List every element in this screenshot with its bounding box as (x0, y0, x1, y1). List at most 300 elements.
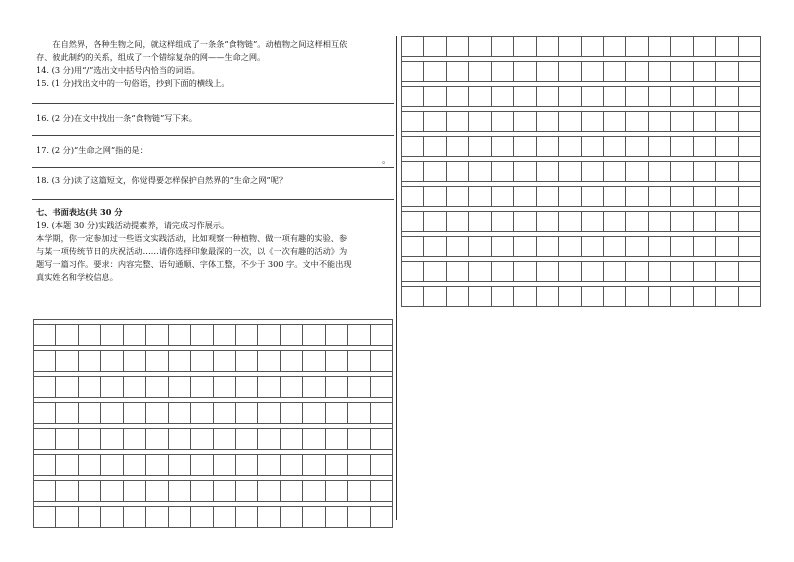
grid-cell[interactable] (738, 162, 760, 182)
grid-cell[interactable] (370, 429, 392, 450)
grid-cell[interactable] (348, 507, 370, 528)
grid-cell[interactable] (402, 62, 424, 82)
grid-cell[interactable] (280, 455, 302, 476)
grid-cell[interactable] (146, 507, 168, 528)
grid-cell[interactable] (402, 87, 424, 107)
grid-cell[interactable] (235, 507, 257, 528)
grid-cell[interactable] (235, 455, 257, 476)
grid-cell[interactable] (146, 429, 168, 450)
grid-cell[interactable] (303, 507, 325, 528)
grid-cell[interactable] (101, 403, 123, 424)
grid-cell[interactable] (514, 162, 536, 182)
grid-cell[interactable] (469, 237, 491, 257)
grid-cell[interactable] (671, 187, 693, 207)
grid-cell[interactable] (491, 112, 513, 132)
grid-cell[interactable] (491, 137, 513, 157)
grid-cell[interactable] (325, 377, 347, 398)
grid-cell[interactable] (603, 262, 625, 282)
grid-cell[interactable] (56, 403, 78, 424)
grid-cell[interactable] (693, 162, 715, 182)
grid-cell[interactable] (146, 455, 168, 476)
grid-cell[interactable] (738, 62, 760, 82)
grid-cell[interactable] (514, 237, 536, 257)
grid-cell[interactable] (581, 37, 603, 57)
grid-cell[interactable] (78, 403, 100, 424)
grid-cell[interactable] (446, 37, 468, 57)
grid-cell[interactable] (146, 481, 168, 502)
grid-cell[interactable] (716, 287, 738, 307)
grid-cell[interactable] (559, 37, 581, 57)
grid-cell[interactable] (101, 429, 123, 450)
grid-cell[interactable] (258, 481, 280, 502)
grid-cell[interactable] (514, 137, 536, 157)
grid-cell[interactable] (559, 237, 581, 257)
grid-cell[interactable] (693, 137, 715, 157)
grid-cell[interactable] (424, 187, 446, 207)
grid-cell[interactable] (191, 481, 213, 502)
grid-cell[interactable] (370, 455, 392, 476)
grid-cell[interactable] (78, 377, 100, 398)
grid-cell[interactable] (168, 377, 190, 398)
grid-cell[interactable] (559, 212, 581, 232)
grid-cell[interactable] (325, 429, 347, 450)
grid-cell[interactable] (693, 212, 715, 232)
grid-cell[interactable] (514, 262, 536, 282)
grid-cell[interactable] (693, 187, 715, 207)
grid-cell[interactable] (280, 377, 302, 398)
grid-cell[interactable] (146, 351, 168, 372)
grid-cell[interactable] (424, 212, 446, 232)
grid-cell[interactable] (603, 87, 625, 107)
grid-cell[interactable] (424, 137, 446, 157)
grid-cell[interactable] (303, 481, 325, 502)
grid-cell[interactable] (235, 377, 257, 398)
grid-cell[interactable] (325, 507, 347, 528)
grid-cell[interactable] (536, 237, 558, 257)
grid-cell[interactable] (402, 37, 424, 57)
grid-cell[interactable] (603, 237, 625, 257)
grid-cell[interactable] (146, 325, 168, 346)
grid-cell[interactable] (213, 377, 235, 398)
grid-cell[interactable] (123, 429, 145, 450)
grid-cell[interactable] (581, 62, 603, 82)
grid-cell[interactable] (648, 112, 670, 132)
grid-cell[interactable] (34, 377, 56, 398)
grid-cell[interactable] (559, 287, 581, 307)
grid-cell[interactable] (559, 162, 581, 182)
grid-cell[interactable] (56, 325, 78, 346)
grid-cell[interactable] (424, 287, 446, 307)
grid-cell[interactable] (56, 377, 78, 398)
grid-cell[interactable] (325, 403, 347, 424)
grid-cell[interactable] (536, 62, 558, 82)
grid-cell[interactable] (78, 481, 100, 502)
grid-cell[interactable] (325, 351, 347, 372)
grid-cell[interactable] (325, 481, 347, 502)
grid-cell[interactable] (671, 287, 693, 307)
grid-cell[interactable] (626, 262, 648, 282)
grid-cell[interactable] (280, 507, 302, 528)
grid-cell[interactable] (693, 237, 715, 257)
grid-cell[interactable] (559, 137, 581, 157)
grid-cell[interactable] (671, 137, 693, 157)
grid-cell[interactable] (491, 87, 513, 107)
grid-cell[interactable] (101, 325, 123, 346)
grid-cell[interactable] (258, 429, 280, 450)
grid-cell[interactable] (146, 403, 168, 424)
grid-cell[interactable] (146, 377, 168, 398)
grid-cell[interactable] (280, 403, 302, 424)
grid-cell[interactable] (280, 481, 302, 502)
grid-cell[interactable] (648, 162, 670, 182)
grid-cell[interactable] (514, 187, 536, 207)
grid-cell[interactable] (348, 481, 370, 502)
grid-cell[interactable] (303, 351, 325, 372)
grid-cell[interactable] (581, 287, 603, 307)
grid-cell[interactable] (581, 87, 603, 107)
grid-cell[interactable] (716, 37, 738, 57)
grid-cell[interactable] (34, 403, 56, 424)
grid-cell[interactable] (648, 187, 670, 207)
grid-cell[interactable] (738, 262, 760, 282)
grid-cell[interactable] (626, 37, 648, 57)
grid-cell[interactable] (693, 112, 715, 132)
grid-cell[interactable] (693, 287, 715, 307)
grid-cell[interactable] (671, 87, 693, 107)
grid-cell[interactable] (168, 403, 190, 424)
grid-cell[interactable] (34, 507, 56, 528)
grid-cell[interactable] (626, 112, 648, 132)
grid-cell[interactable] (303, 455, 325, 476)
grid-cell[interactable] (491, 287, 513, 307)
grid-cell[interactable] (738, 112, 760, 132)
grid-cell[interactable] (325, 455, 347, 476)
grid-cell[interactable] (648, 137, 670, 157)
grid-cell[interactable] (424, 37, 446, 57)
grid-cell[interactable] (716, 87, 738, 107)
grid-cell[interactable] (191, 351, 213, 372)
grid-cell[interactable] (213, 507, 235, 528)
grid-cell[interactable] (603, 287, 625, 307)
grid-cell[interactable] (191, 455, 213, 476)
grid-cell[interactable] (235, 325, 257, 346)
grid-cell[interactable] (559, 62, 581, 82)
grid-cell[interactable] (626, 162, 648, 182)
grid-cell[interactable] (191, 429, 213, 450)
grid-cell[interactable] (671, 237, 693, 257)
grid-cell[interactable] (491, 37, 513, 57)
grid-cell[interactable] (581, 137, 603, 157)
grid-cell[interactable] (191, 325, 213, 346)
grid-cell[interactable] (402, 212, 424, 232)
grid-cell[interactable] (648, 287, 670, 307)
grid-cell[interactable] (213, 429, 235, 450)
grid-cell[interactable] (446, 287, 468, 307)
grid-cell[interactable] (213, 325, 235, 346)
grid-cell[interactable] (469, 37, 491, 57)
grid-cell[interactable] (101, 481, 123, 502)
grid-cell[interactable] (738, 287, 760, 307)
grid-cell[interactable] (446, 137, 468, 157)
grid-cell[interactable] (213, 481, 235, 502)
grid-cell[interactable] (78, 507, 100, 528)
grid-cell[interactable] (738, 37, 760, 57)
grid-cell[interactable] (424, 87, 446, 107)
grid-cell[interactable] (280, 429, 302, 450)
grid-cell[interactable] (424, 112, 446, 132)
grid-cell[interactable] (716, 162, 738, 182)
grid-cell[interactable] (491, 162, 513, 182)
grid-cell[interactable] (626, 287, 648, 307)
grid-cell[interactable] (348, 403, 370, 424)
grid-cell[interactable] (469, 112, 491, 132)
grid-cell[interactable] (34, 429, 56, 450)
grid-cell[interactable] (280, 351, 302, 372)
grid-cell[interactable] (671, 37, 693, 57)
grid-cell[interactable] (370, 481, 392, 502)
grid-cell[interactable] (491, 262, 513, 282)
grid-cell[interactable] (469, 162, 491, 182)
grid-cell[interactable] (101, 377, 123, 398)
grid-cell[interactable] (168, 429, 190, 450)
grid-cell[interactable] (424, 237, 446, 257)
grid-cell[interactable] (738, 137, 760, 157)
grid-cell[interactable] (648, 62, 670, 82)
grid-cell[interactable] (56, 507, 78, 528)
grid-cell[interactable] (56, 351, 78, 372)
grid-cell[interactable] (235, 351, 257, 372)
grid-cell[interactable] (581, 262, 603, 282)
grid-cell[interactable] (603, 187, 625, 207)
grid-cell[interactable] (514, 287, 536, 307)
grid-cell[interactable] (101, 507, 123, 528)
grid-cell[interactable] (424, 162, 446, 182)
grid-cell[interactable] (168, 455, 190, 476)
grid-cell[interactable] (693, 62, 715, 82)
grid-cell[interactable] (258, 351, 280, 372)
grid-cell[interactable] (603, 112, 625, 132)
grid-cell[interactable] (491, 187, 513, 207)
grid-cell[interactable] (671, 162, 693, 182)
grid-cell[interactable] (693, 262, 715, 282)
grid-cell[interactable] (123, 455, 145, 476)
grid-cell[interactable] (716, 137, 738, 157)
grid-cell[interactable] (370, 403, 392, 424)
grid-cell[interactable] (469, 212, 491, 232)
grid-cell[interactable] (101, 351, 123, 372)
essay-grid-left[interactable] (33, 319, 393, 528)
grid-cell[interactable] (648, 262, 670, 282)
grid-cell[interactable] (716, 262, 738, 282)
grid-cell[interactable] (370, 507, 392, 528)
grid-cell[interactable] (446, 62, 468, 82)
grid-cell[interactable] (514, 112, 536, 132)
grid-cell[interactable] (123, 481, 145, 502)
grid-cell[interactable] (648, 37, 670, 57)
grid-cell[interactable] (581, 162, 603, 182)
grid-cell[interactable] (446, 262, 468, 282)
grid-cell[interactable] (693, 87, 715, 107)
grid-cell[interactable] (303, 325, 325, 346)
grid-cell[interactable] (738, 237, 760, 257)
grid-cell[interactable] (258, 507, 280, 528)
grid-cell[interactable] (536, 287, 558, 307)
grid-cell[interactable] (123, 507, 145, 528)
grid-cell[interactable] (348, 429, 370, 450)
grid-cell[interactable] (716, 187, 738, 207)
grid-cell[interactable] (446, 162, 468, 182)
grid-cell[interactable] (446, 212, 468, 232)
grid-cell[interactable] (235, 429, 257, 450)
grid-cell[interactable] (559, 112, 581, 132)
grid-cell[interactable] (325, 325, 347, 346)
grid-cell[interactable] (693, 37, 715, 57)
grid-cell[interactable] (402, 112, 424, 132)
grid-cell[interactable] (78, 325, 100, 346)
grid-cell[interactable] (168, 481, 190, 502)
grid-cell[interactable] (536, 162, 558, 182)
grid-cell[interactable] (123, 351, 145, 372)
grid-cell[interactable] (648, 212, 670, 232)
grid-cell[interactable] (402, 287, 424, 307)
grid-cell[interactable] (536, 112, 558, 132)
grid-cell[interactable] (303, 377, 325, 398)
grid-cell[interactable] (603, 137, 625, 157)
grid-cell[interactable] (101, 455, 123, 476)
grid-cell[interactable] (168, 507, 190, 528)
grid-cell[interactable] (191, 507, 213, 528)
grid-cell[interactable] (716, 62, 738, 82)
grid-cell[interactable] (258, 377, 280, 398)
grid-cell[interactable] (258, 325, 280, 346)
grid-cell[interactable] (536, 262, 558, 282)
grid-cell[interactable] (716, 237, 738, 257)
grid-cell[interactable] (626, 137, 648, 157)
grid-cell[interactable] (559, 262, 581, 282)
grid-cell[interactable] (671, 112, 693, 132)
grid-cell[interactable] (123, 325, 145, 346)
grid-cell[interactable] (738, 87, 760, 107)
grid-cell[interactable] (78, 455, 100, 476)
grid-cell[interactable] (559, 87, 581, 107)
grid-cell[interactable] (738, 187, 760, 207)
grid-cell[interactable] (491, 62, 513, 82)
grid-cell[interactable] (514, 87, 536, 107)
grid-cell[interactable] (348, 325, 370, 346)
grid-cell[interactable] (348, 351, 370, 372)
grid-cell[interactable] (123, 377, 145, 398)
grid-cell[interactable] (402, 262, 424, 282)
grid-cell[interactable] (626, 237, 648, 257)
grid-cell[interactable] (235, 481, 257, 502)
grid-cell[interactable] (536, 37, 558, 57)
grid-cell[interactable] (716, 212, 738, 232)
grid-cell[interactable] (536, 187, 558, 207)
grid-cell[interactable] (491, 212, 513, 232)
grid-cell[interactable] (446, 87, 468, 107)
grid-cell[interactable] (671, 62, 693, 82)
grid-cell[interactable] (168, 351, 190, 372)
grid-cell[interactable] (235, 403, 257, 424)
grid-cell[interactable] (671, 212, 693, 232)
grid-cell[interactable] (514, 37, 536, 57)
grid-cell[interactable] (303, 403, 325, 424)
grid-cell[interactable] (34, 325, 56, 346)
grid-cell[interactable] (446, 237, 468, 257)
grid-cell[interactable] (402, 137, 424, 157)
grid-cell[interactable] (648, 87, 670, 107)
grid-cell[interactable] (469, 62, 491, 82)
grid-cell[interactable] (514, 62, 536, 82)
grid-cell[interactable] (34, 351, 56, 372)
grid-cell[interactable] (78, 429, 100, 450)
grid-cell[interactable] (446, 187, 468, 207)
grid-cell[interactable] (469, 137, 491, 157)
grid-cell[interactable] (168, 325, 190, 346)
grid-cell[interactable] (348, 455, 370, 476)
grid-cell[interactable] (603, 62, 625, 82)
grid-cell[interactable] (303, 429, 325, 450)
grid-cell[interactable] (626, 87, 648, 107)
grid-cell[interactable] (469, 287, 491, 307)
grid-cell[interactable] (626, 212, 648, 232)
grid-cell[interactable] (469, 87, 491, 107)
grid-cell[interactable] (469, 262, 491, 282)
grid-cell[interactable] (603, 212, 625, 232)
grid-cell[interactable] (536, 212, 558, 232)
grid-cell[interactable] (648, 237, 670, 257)
grid-cell[interactable] (191, 377, 213, 398)
grid-cell[interactable] (603, 37, 625, 57)
grid-cell[interactable] (536, 87, 558, 107)
grid-cell[interactable] (78, 351, 100, 372)
grid-cell[interactable] (123, 403, 145, 424)
grid-cell[interactable] (258, 403, 280, 424)
grid-cell[interactable] (626, 187, 648, 207)
grid-cell[interactable] (370, 325, 392, 346)
grid-cell[interactable] (581, 237, 603, 257)
grid-cell[interactable] (581, 212, 603, 232)
grid-cell[interactable] (348, 377, 370, 398)
grid-cell[interactable] (671, 262, 693, 282)
grid-cell[interactable] (56, 429, 78, 450)
grid-cell[interactable] (559, 187, 581, 207)
grid-cell[interactable] (491, 237, 513, 257)
grid-cell[interactable] (514, 212, 536, 232)
grid-cell[interactable] (402, 187, 424, 207)
grid-cell[interactable] (34, 455, 56, 476)
grid-cell[interactable] (469, 187, 491, 207)
grid-cell[interactable] (603, 162, 625, 182)
grid-cell[interactable] (56, 481, 78, 502)
grid-cell[interactable] (581, 187, 603, 207)
grid-cell[interactable] (213, 403, 235, 424)
grid-cell[interactable] (581, 112, 603, 132)
grid-cell[interactable] (280, 325, 302, 346)
grid-cell[interactable] (370, 351, 392, 372)
grid-cell[interactable] (738, 212, 760, 232)
grid-cell[interactable] (716, 112, 738, 132)
grid-cell[interactable] (424, 262, 446, 282)
grid-cell[interactable] (424, 62, 446, 82)
grid-cell[interactable] (191, 403, 213, 424)
grid-cell[interactable] (213, 351, 235, 372)
grid-cell[interactable] (536, 137, 558, 157)
grid-cell[interactable] (213, 455, 235, 476)
essay-grid-right[interactable] (401, 36, 761, 307)
grid-cell[interactable] (402, 237, 424, 257)
grid-cell[interactable] (446, 112, 468, 132)
